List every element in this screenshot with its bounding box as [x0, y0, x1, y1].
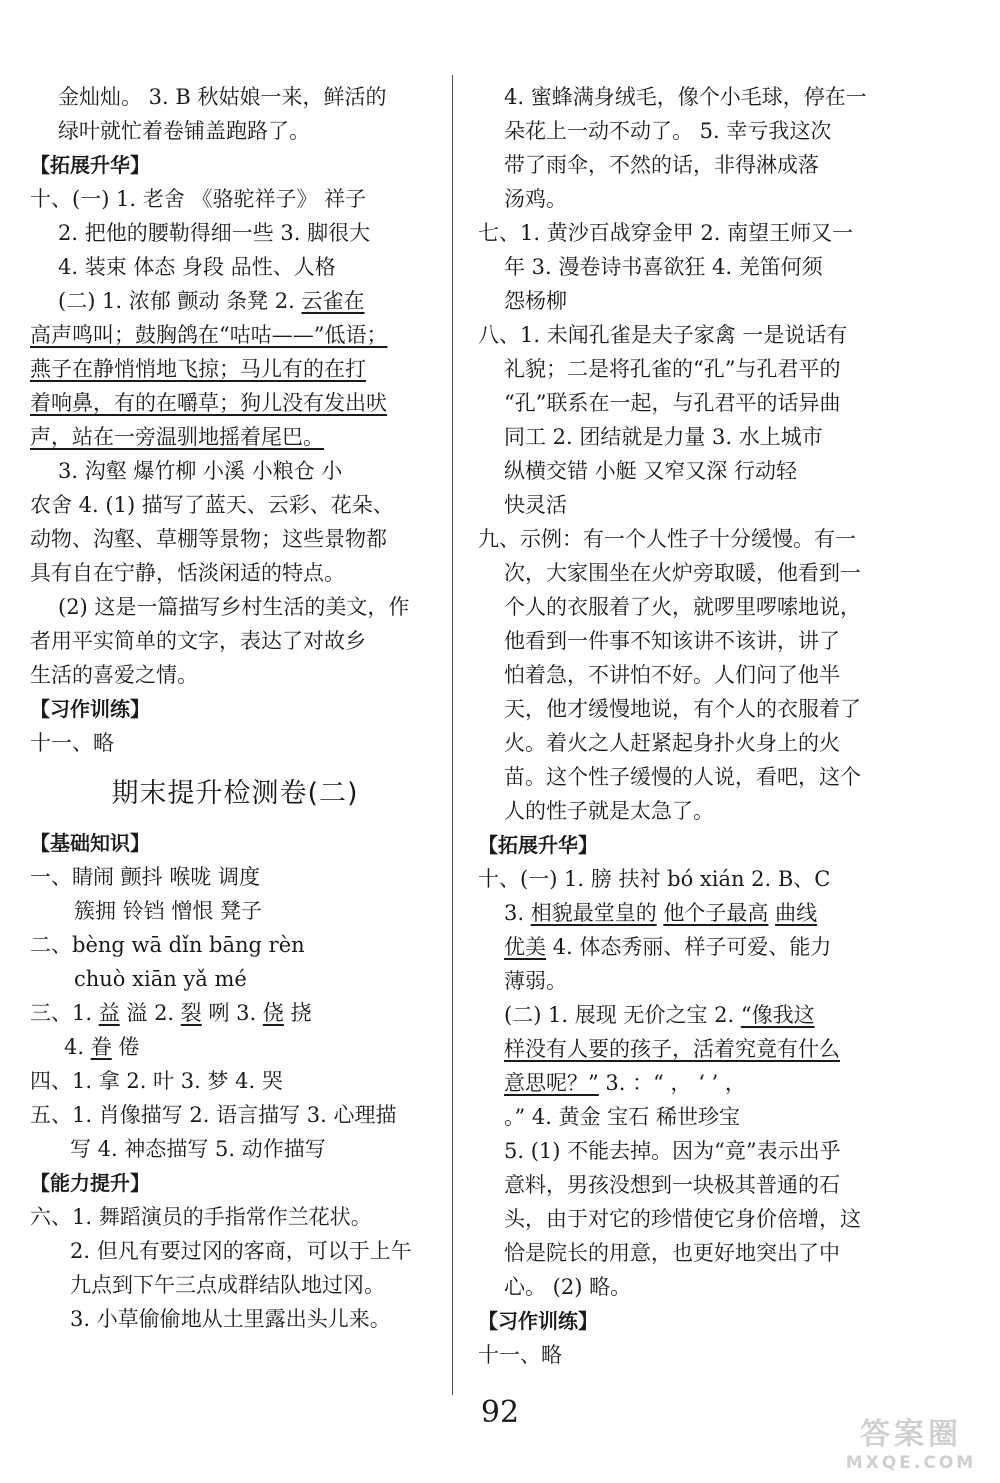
- text-span: 3.: [504, 901, 531, 925]
- text-line: 八、1. 未闻孔雀是夫子家禽 一是说话有: [478, 323, 848, 347]
- text-span: 4. 体态秀丽、样子可爱、能力: [546, 935, 832, 959]
- text-span: 倦: [111, 1035, 140, 1059]
- text-line: 四、1. 拿 2. 叶 3. 梦 4. 哭: [30, 1069, 283, 1093]
- text-span: 溢 2.: [119, 1001, 181, 1025]
- text-line: (2) 这是一篇描写乡村生活的美文，作: [58, 595, 410, 619]
- text-span: (二) 1. 展现 无价之宝 2.: [504, 1003, 741, 1027]
- watermark-text: 答案圈: [860, 1417, 962, 1452]
- section-heading: 【习作训练】: [30, 697, 150, 721]
- underlined-answer: 云雀在: [301, 289, 365, 313]
- text-line: 五、1. 肖像描写 2. 语言描写 3. 心理描: [30, 1103, 397, 1127]
- right-column: [478, 80, 878, 1372]
- underlined-answer: 益: [98, 1001, 120, 1025]
- page-title: 期末提升检测卷(二): [111, 778, 359, 809]
- text-line: 农舍 4. (1) 描写了蓝天、云彩、花朵、: [30, 493, 394, 517]
- watermark-logo: [836, 1418, 986, 1480]
- text-line: 金灿灿。 3. B 秋姑娘一来，鲜活的: [58, 85, 387, 109]
- text-line: 十、(一) 1. 老舍 《骆驼祥子》 祥子: [30, 187, 367, 211]
- text-line: [478, 930, 878, 964]
- text-line: 一、睛闹 颤抖 喉咙 调度: [30, 865, 261, 889]
- text-line: 汤鸡。: [504, 187, 567, 211]
- underlined-answer: 优美: [504, 935, 546, 959]
- text-line: 生活的喜爱之情。: [30, 663, 198, 687]
- text-line: 次，大家围坐在火炉旁取暖，他看到一: [504, 561, 861, 585]
- text-line: 礼貌；二是将孔雀的“孔”与孔君平的: [504, 357, 841, 381]
- text-line: 朵花上一动不动了。 5. 幸亏我这次: [504, 119, 832, 143]
- text-line: 苗。这个性子缓慢的人说，看吧，这个: [504, 765, 861, 789]
- text-line: 绿叶就忙着卷铺盖跑路了。: [58, 119, 310, 143]
- column-divider: [452, 75, 453, 1395]
- underlined-answer: 侥: [262, 1001, 284, 1025]
- text-line: 3. 小草偷偷地从土里露出头儿来。: [70, 1307, 391, 1331]
- text-line: 恰是院长的用意，也更好地突出了中: [504, 1241, 840, 1265]
- text-line: 簇拥 铃铛 憎恨 凳子: [74, 899, 263, 923]
- underlined-answer: 高声鸣叫；鼓胸鸽在“咕咕——”低语；: [30, 323, 388, 347]
- text-line: “孔”联系在一起，与孔君平的话异曲: [504, 391, 841, 415]
- underlined-answer: 相貌最堂皇的: [530, 901, 657, 925]
- text-line: 六、1. 舞蹈演员的手指常作兰花状。: [30, 1205, 372, 1229]
- underlined-answer: 他个子最高: [663, 901, 769, 925]
- text-line: 纵横交错 小艇 又窄又深 行动轻: [504, 459, 798, 483]
- text-line: 天，他才缓慢地说，有个人的衣服着了: [504, 697, 861, 721]
- underlined-answer: 裂: [180, 1001, 202, 1025]
- left-column: [30, 80, 440, 1336]
- text-line: 。” 4. 黄金 宝石 稀世珍宝: [504, 1105, 740, 1129]
- text-line: 2. 但凡有要过冈的客商，可以于上午: [70, 1239, 412, 1263]
- underlined-answer: 燕子在静悄悄地飞掠；马儿有的在打: [30, 357, 366, 381]
- text-line: 十一、略: [478, 1343, 562, 1367]
- text-span: 三、1.: [30, 1001, 99, 1025]
- underlined-answer: 眷: [90, 1035, 112, 1059]
- text-line: 怨杨柳: [504, 289, 567, 313]
- section-heading: 【拓展升华】: [30, 153, 150, 177]
- text-line: 怕着急，不讲怕不好。人们问了他半: [504, 663, 840, 687]
- text-line: 十一、略: [30, 731, 114, 755]
- text-line: 意料，男孩没想到一块极其普通的石: [504, 1173, 840, 1197]
- text-line: 带了雨伞，不然的话，非得淋成落: [504, 153, 819, 177]
- underlined-answer: 声，站在一旁温驯地摇着尾巴。: [30, 425, 324, 449]
- text-line: 头，由于对它的珍惜使它身价倍增，这: [504, 1207, 861, 1231]
- section-heading: 【拓展升华】: [478, 833, 598, 857]
- underlined-answer: 样没有人要的孩子，活着究竟有什么: [504, 1037, 840, 1061]
- text-span: 3. ：“ ， ‘ ’ ，: [598, 1071, 746, 1095]
- text-line: [478, 1032, 878, 1066]
- text-line: 4. 蜜蜂满身绒毛，像个小毛球，停在一: [504, 85, 867, 109]
- text-line: 5. (1) 不能去掉。因为“竟”表示出乎: [504, 1139, 841, 1163]
- pinyin-line: chuò xiān yǎ mé: [74, 967, 247, 991]
- text-line: 3. 沟壑 爆竹柳 小溪 小粮仓 小: [58, 459, 343, 483]
- text-line: 七、1. 黄沙百战穿金甲 2. 南望王师又一: [478, 221, 854, 245]
- text-line: 快灵活: [504, 493, 567, 517]
- text-line: 具有自在宁静，恬淡闲适的特点。: [30, 561, 345, 585]
- text-line: 九点到下午三点成群结队地过冈。: [70, 1273, 385, 1297]
- text-line: [478, 998, 878, 1032]
- underlined-answer: 曲线: [775, 901, 818, 925]
- text-line: 动物、沟壑、草棚等景物；这些景物都: [30, 527, 387, 551]
- text-line: 个人的衣服着了火，就啰里啰嗦地说，: [504, 595, 861, 619]
- underlined-answer: “像我这: [740, 1003, 815, 1027]
- text-line: 十、(一) 1. 膀 扶衬 bó xián 2. B、C: [478, 867, 831, 891]
- text-line: [30, 1030, 440, 1064]
- text-span: 咧 3.: [201, 1001, 263, 1025]
- section-heading: 【能力提升】: [30, 1171, 150, 1195]
- text-line: 九、示例：有一个人性子十分缓慢。有一: [478, 527, 856, 551]
- text-line: 2. 把他的腰勒得细一些 3. 脚很大: [58, 221, 371, 245]
- text-span: 4.: [64, 1035, 91, 1059]
- text-span: (二) 1. 浓郁 颤动 条凳 2.: [58, 289, 302, 313]
- text-line: [30, 284, 440, 318]
- text-line: 火。着火之人赶紧起身扑火身上的火: [504, 731, 840, 755]
- text-line: [478, 1066, 878, 1100]
- text-line: 薄弱。: [504, 969, 567, 993]
- text-line: [478, 896, 878, 930]
- page-number: 92: [480, 1395, 520, 1430]
- text-line: 同工 2. 团结就是力量 3. 水上城市: [504, 425, 823, 449]
- watermark-url: MXQE.COM: [845, 1453, 977, 1473]
- text-line: 者用平实简单的文字，表达了对故乡: [30, 629, 366, 653]
- pinyin-line: 二、bèng wā dǐn bāng rèn: [30, 933, 305, 957]
- text-line: 年 3. 漫卷诗书喜欲狂 4. 羌笛何须: [504, 255, 823, 279]
- section-heading: 【习作训练】: [478, 1309, 598, 1333]
- section-heading: 【基础知识】: [30, 831, 150, 855]
- text-line: 4. 装束 体态 身段 品性、人格: [58, 255, 336, 279]
- underlined-answer: 意思呢？”: [504, 1071, 599, 1095]
- text-line: 心。 (2) 略。: [504, 1275, 632, 1299]
- text-line: 他看到一件事不知该讲不该讲，讲了: [504, 629, 840, 653]
- text-span: 挠: [283, 1001, 312, 1025]
- text-line: 人的性子就是太急了。: [504, 799, 714, 823]
- text-line: [30, 996, 440, 1030]
- text-line: 写 4. 神态描写 5. 动作描写: [70, 1137, 326, 1161]
- underlined-answer: 着响鼻，有的在嚼草；狗儿没有发出吠: [30, 391, 387, 415]
